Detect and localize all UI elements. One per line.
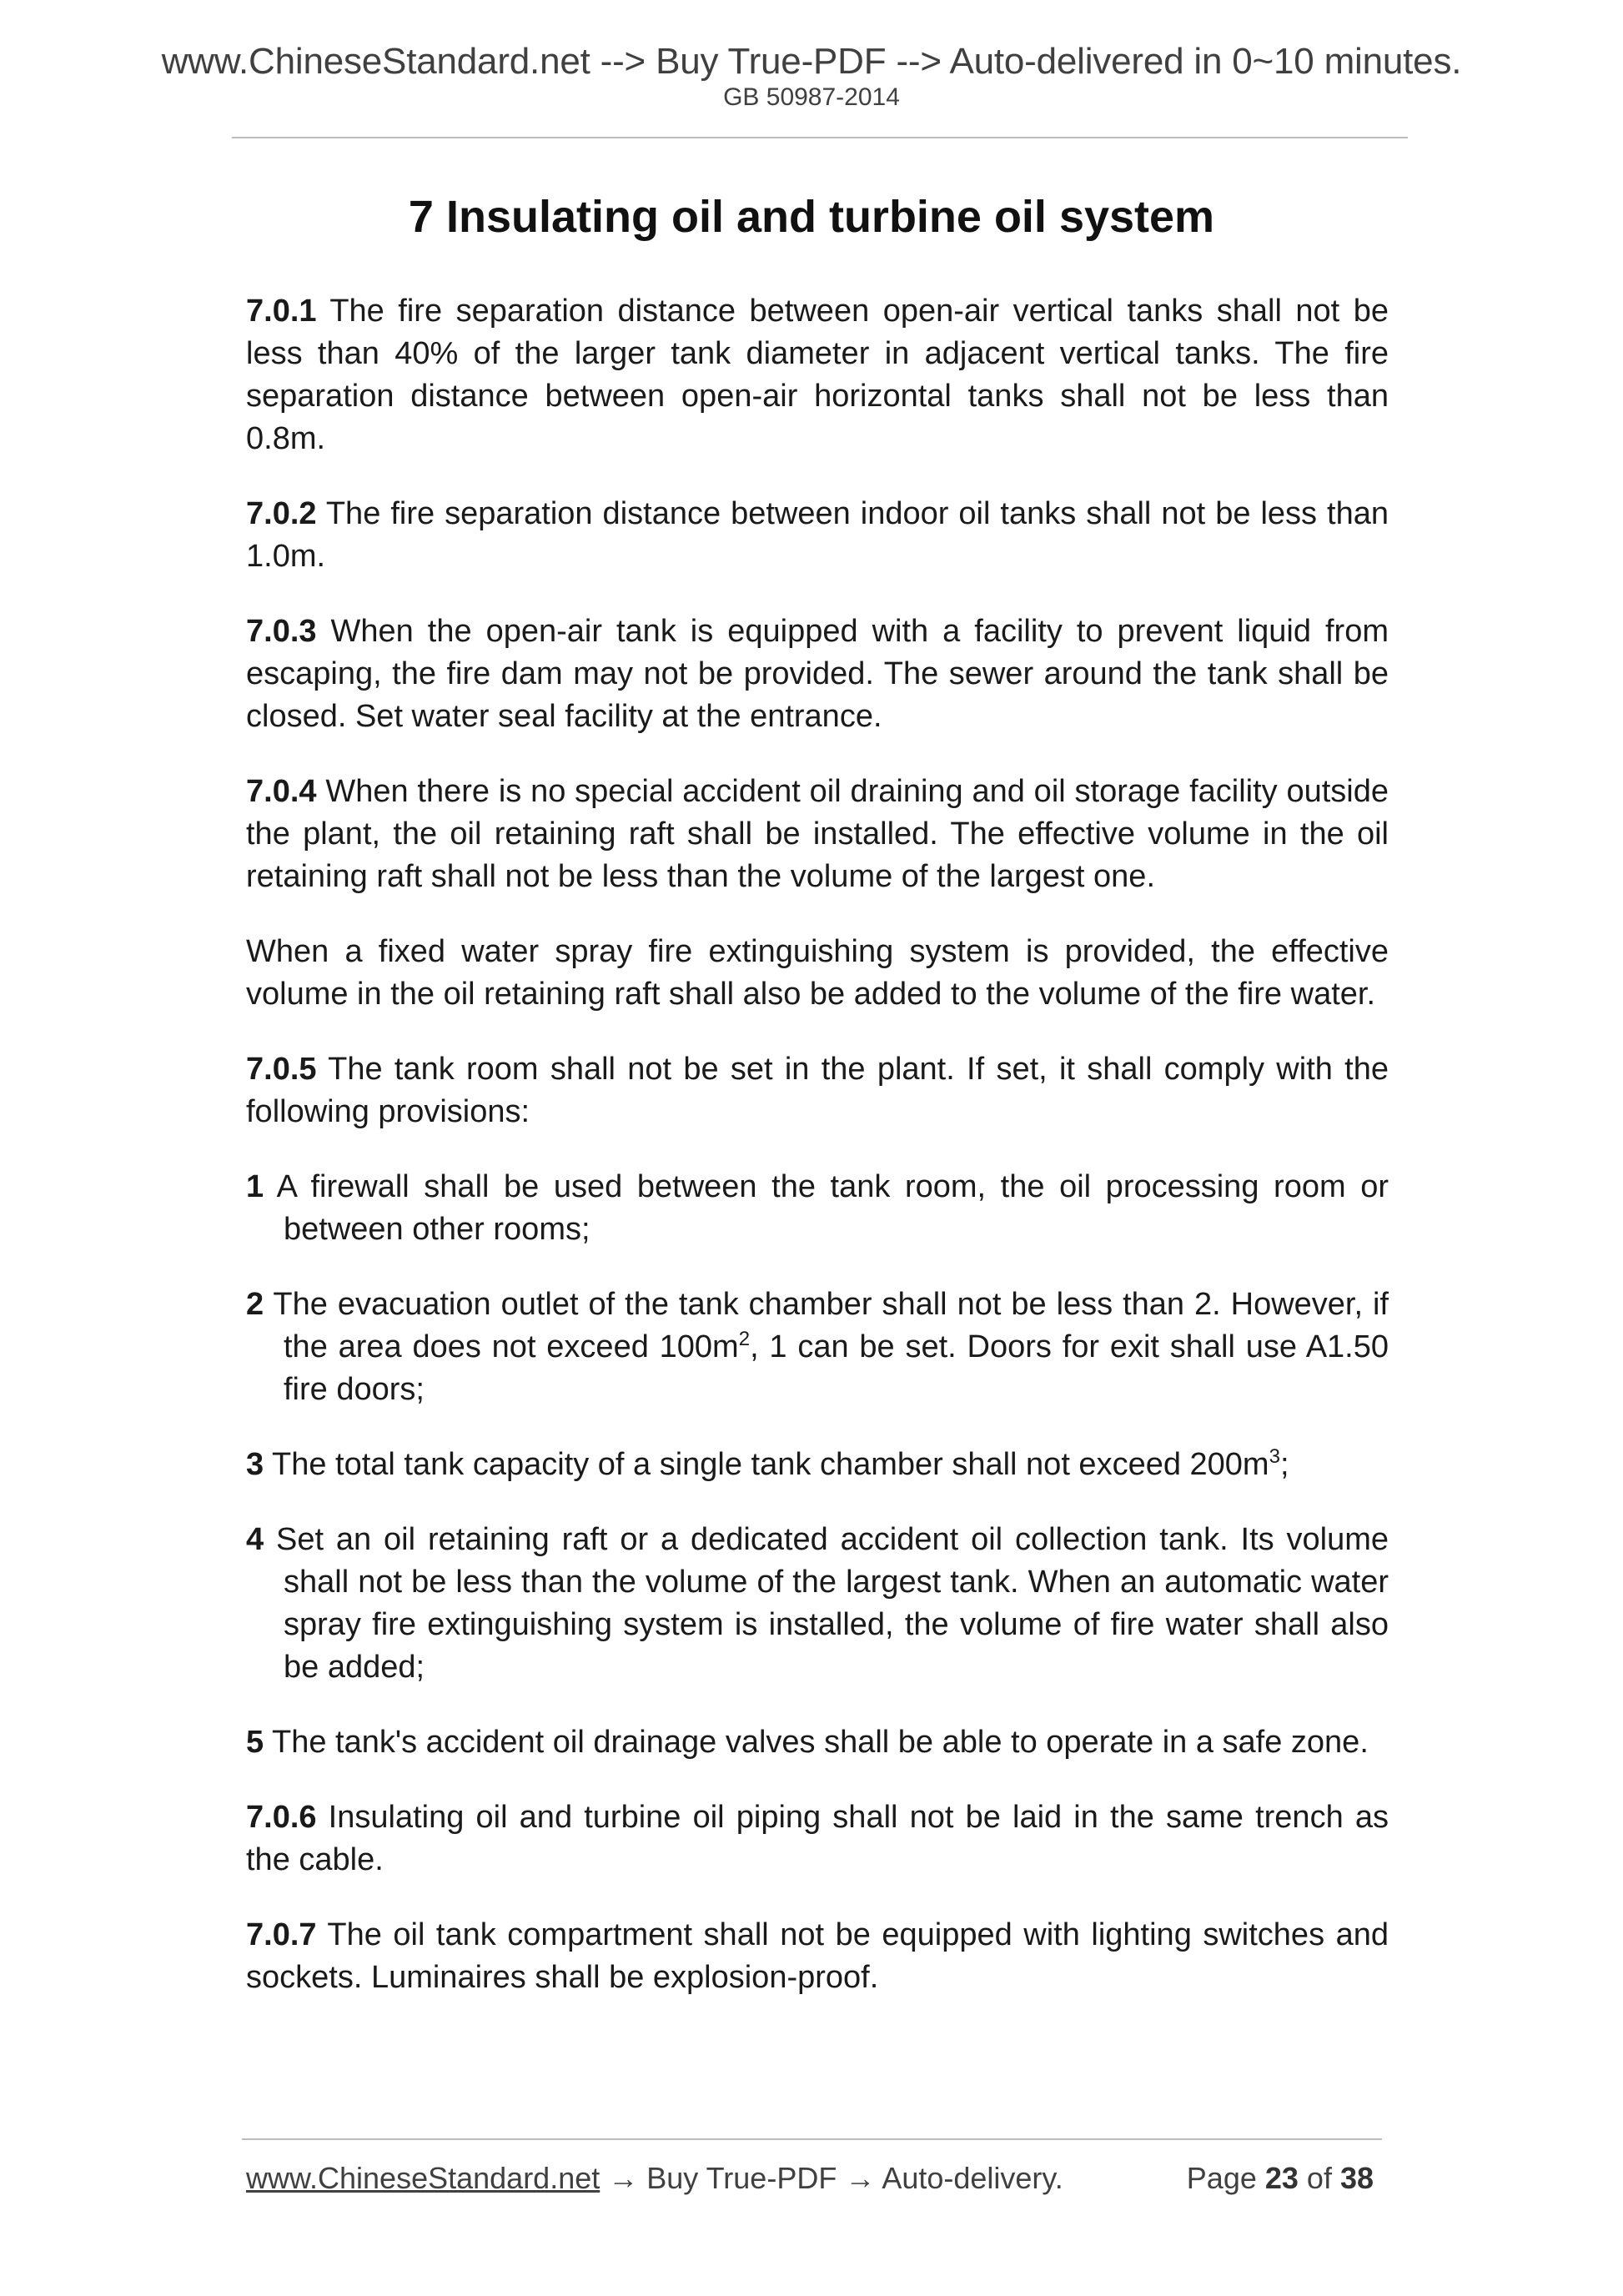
provision-item-3 (246, 1444, 1389, 1486)
clause-text: When the open-air tank is equipped with a facility to prevent liquid from escaping, the fire dam may not be provided. The sewer around the tank shall be closed. Set water seal facility at the entrance. (246, 614, 1389, 734)
clause-text: When a fixed water spray fire extinguishing system is provided, the effective volume in the oil retaining raft shall also be added to the volume of the fire water. (246, 934, 1389, 1012)
clause-text: Insulating oil and turbine oil piping shall not be laid in the same trench as the cable. (246, 1800, 1389, 1877)
item-number: 4 (246, 1522, 264, 1557)
item-text: The evacuation outlet of the tank chamber shall not be less than 2. However, if the area does not exceed 100m (264, 1287, 1389, 1364)
clause-number: 7.0.3 (246, 614, 317, 649)
page-total: 38 (1339, 2161, 1374, 2195)
item-text: A firewall shall be used between the tank room, the oil processing room or between other rooms; (264, 1169, 1389, 1247)
clause-number: 7.0.5 (246, 1052, 317, 1087)
provision-item-1 (246, 1166, 1389, 1251)
document-body (246, 290, 1389, 2032)
item-number: 3 (246, 1447, 264, 1482)
clause-text: The fire separation distance between indoor oil tanks shall not be less than 1.0m. (246, 496, 1389, 574)
item-text: ; (1279, 1447, 1289, 1482)
of-label: of (1298, 2161, 1340, 2195)
clause-7-0-7 (246, 1914, 1389, 1999)
superscript: 2 (738, 1328, 751, 1350)
clause-7-0-5 (246, 1048, 1389, 1133)
clause-text: When there is no special accident oil draining and oil storage facility outside the plant, the oil retaining raft shall be installed. The effective volume in the oil retaining raft shall not be less than the volume of the largest one. (246, 774, 1389, 894)
item-text: Set an oil retaining raft or a dedicated accident oil collection tank. Its volume shall not be less than the volume of the largest tank. When an automatic water spray fire extinguishing system is installed, the volume of fire water shall also be added; (264, 1522, 1389, 1685)
page-footer (246, 2160, 1374, 2196)
clause-text: The oil tank compartment shall not be equipped with lighting switches and sockets. Luminaires shall be explosion-proof. (246, 1917, 1389, 1995)
header-banner: www.ChineseStandard.net --> Buy True-PDF --> Auto-delivered in 0~10 minutes. (161, 41, 1462, 82)
item-number: 5 (246, 1725, 264, 1760)
provision-item-5 (246, 1721, 1389, 1764)
item-text: The total tank capacity of a single tank chamber shall not exceed 200m (264, 1447, 1269, 1482)
header-divider (232, 137, 1408, 138)
clause-7-0-6 (246, 1796, 1389, 1882)
footer-tagline: → Buy True-PDF → Auto-delivery. (600, 2161, 1063, 2195)
clause-text: The tank room shall not be set in the plant. If set, it shall comply with the following provisions: (246, 1052, 1389, 1129)
page-indicator (1187, 2160, 1374, 2196)
page-number: 23 (1264, 2161, 1299, 2195)
clause-number: 7.0.7 (246, 1917, 317, 1952)
clause-number: 7.0.1 (246, 294, 317, 329)
clause-text: The fire separation distance between open-air vertical tanks shall not be less than 40% of the larger tank diameter in adjacent vertical tanks. The fire separation distance between open-air horizontal tanks shall not be less than 0.8m. (246, 294, 1389, 456)
clause-7-0-3 (246, 610, 1389, 738)
item-text: The tank's accident oil drainage valves shall be able to operate in a safe zone. (264, 1725, 1369, 1760)
clause-7-0-2 (246, 493, 1389, 578)
item-number: 1 (246, 1169, 264, 1204)
clause-number: 7.0.4 (246, 774, 317, 809)
clause-7-0-4 (246, 771, 1389, 898)
website-link[interactable]: www.ChineseStandard.net (246, 2161, 600, 2195)
provision-item-2 (246, 1284, 1389, 1411)
clause-number: 7.0.6 (246, 1800, 317, 1835)
provision-item-4 (246, 1519, 1389, 1689)
clause-7-0-1 (246, 290, 1389, 460)
section-title: 7 Insulating oil and turbine oil system (408, 192, 1215, 242)
item-number: 2 (246, 1287, 264, 1322)
clause-number: 7.0.2 (246, 496, 317, 531)
superscript: 3 (1269, 1445, 1280, 1468)
clause-7-0-4-continued (246, 931, 1389, 1016)
document-code: GB 50987-2014 (723, 83, 900, 111)
footer-divider (242, 2138, 1382, 2140)
item-text: , 1 can be set. Doors for exit shall use A1.50 fire doors; (284, 1329, 1389, 1407)
page-label: Page (1186, 2161, 1265, 2195)
